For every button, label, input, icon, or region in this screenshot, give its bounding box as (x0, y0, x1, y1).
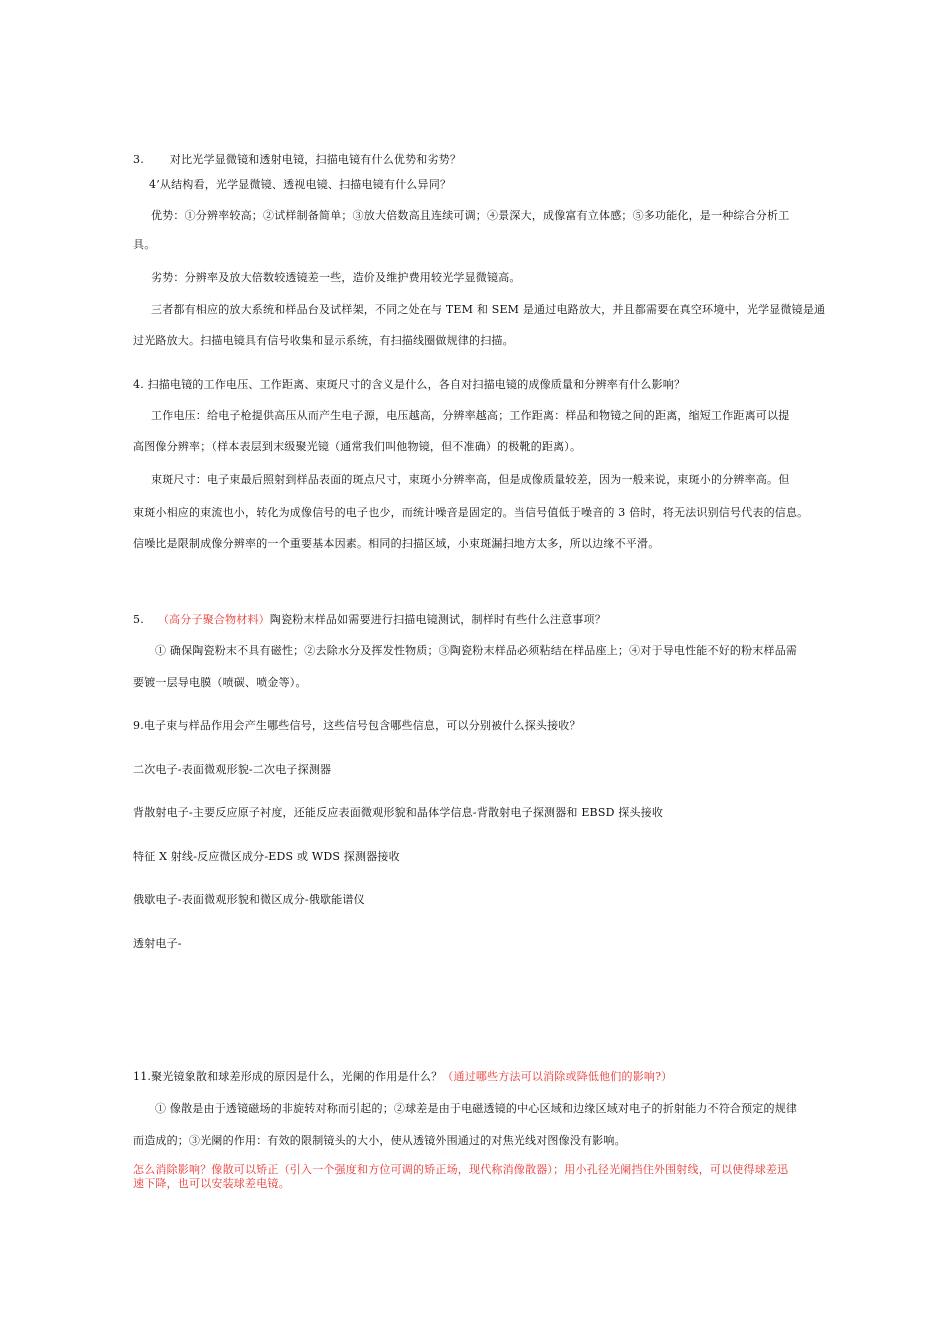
q4-spot-line-3: 信噪比是限制成像分辨率的一个重要基本因素。相同的扫描区域，小束斑漏扫地方太多，所以边缘不平滑。 (133, 537, 660, 550)
q9-item: 特征 X 射线-反应微区成分-EDS 或 WDS 探测器接收 (133, 850, 400, 863)
q11-answer-line-2: 而造成的；③光阑的作用：有效的限制镜头的大小，使从透镜外围通过的对焦光线对图像没有影响。 (133, 1134, 626, 1147)
q9-item: 二次电子-表面微观形貌-二次电子探测器 (133, 763, 332, 776)
q4-spot-line-1: 束斑尺寸：电子束最后照射到样品表面的斑点尺寸，束斑小分辨率高，但是成像质量较差，因为一般来说，束斑小的分辨率高。但 (151, 473, 790, 486)
q3-advantages-line-2: 具。 (133, 238, 156, 251)
q4-voltage-line-2: 高图像分辨率；（样本表层到末级聚光镜（通常我们叫他物镜，但不准确）的极靴的距离）。 (133, 440, 582, 453)
q5-answer-line-2: 要镀一层导电膜（喷碳、喷金等）。 (133, 676, 307, 689)
q5-title-line (133, 613, 606, 627)
q9-title: 9.电子束与样品作用会产生哪些信号，这些信号包含哪些信息，可以分别被什么探头接收？ (133, 719, 581, 732)
q3-title-line (133, 153, 461, 167)
q5-answer-line-1: ① 确保陶瓷粉末不具有磁性；②去除水分及挥发性物质；③陶瓷粉末样品必须粘结在样品座上；④对于导电性能不好的粉末样品需 (155, 644, 798, 657)
q4-title: 4. 扫描电镜的工作电压、工作距离、束斑尺寸的含义是什么，各自对扫描电镜的成像质量和分辨率有什么影响？ (133, 378, 686, 391)
q11-red-note-line-1: 怎么消除影响？像散可以矫正（引入一个强度和方位可调的矫正场，现代称消像散器）；用小孔径光阑挡住外围射线，可以使得球差迅 (133, 1163, 789, 1176)
q11-answer-line-1: ① 像散是由于透镜磁场的非旋转对称而引起的；②球差是由于电磁透镜的中心区域和边缘区域对电子的折射能力不符合预定的规律 (155, 1102, 798, 1115)
q3-disadvantages: 劣势：分辨率及放大倍数较透镜差一些，造价及维护费用较光学显微镜高。 (151, 271, 521, 284)
q3-title: 对比光学显微镜和透射电镜，扫描电镜有什么优势和劣势？ (169, 153, 462, 166)
q5-title: 陶瓷粉末样品如需要进行扫描电镜测试，制样时有些什么注意事项？ (269, 613, 606, 626)
q11-title-line (133, 1070, 672, 1084)
q9-item: 俄歇电子-表面微观形貌和微区成分-俄歇能谱仪 (133, 893, 365, 906)
q3-common-line-2: 过光路放大。扫描电镜具有信号收集和显示系统，有扫描线圈做规律的扫描。 (133, 334, 514, 347)
q5-red-label: （高分子聚合物材料） (157, 613, 270, 626)
q3-common-line-1: 三者都有相应的放大系统和样品台及试样架，不同之处在与 TEM 和 SEM 是通过电路放大，并且都需要在真空环境中，光学显微镜是通 (151, 303, 826, 316)
q11-red-note-line-2: 速下降，也可以安装球差电镜。 (133, 1177, 290, 1190)
q9-item: 背散射电子-主要反应原子衬度，还能反应表面微观形貌和晶体学信息-背散射电子探测器和 EBSD 探头接收 (133, 806, 664, 819)
q4-voltage-line-1: 工作电压：给电子枪提供高压从而产生电子源，电压越高，分辨率越高；工作距离：样品和物镜之间的距离，缩短工作距离可以提 (151, 409, 790, 422)
q9-item: 透射电子- (133, 937, 182, 950)
q4-spot-line-2: 束斑小相应的束流也小，转化为成像信号的电子也少，而统计噪音是固定的。当信号值低于噪音的 3 倍时，将无法识别信号代表的信息。 (133, 506, 809, 519)
q3-number: 3. (133, 153, 144, 166)
q11-title: 11.聚光镜象散和球差形成的原因是什么，光阑的作用是什么？ (133, 1070, 443, 1083)
q3-sub-title: 4’从结构看，光学显微镜、透视电镜、扫描电镜有什么异同？ (149, 178, 452, 191)
q11-red-title: （通过哪些方法可以消除或降低他们的影响?） (442, 1070, 673, 1083)
q3-advantages-line-1: 优势：①分辨率较高；②试样制备简单；③放大倍数高且连续可调；④景深大，成像富有立体感；⑤多功能化，是一种综合分析工 (151, 209, 790, 222)
q5-number: 5. (133, 613, 144, 626)
